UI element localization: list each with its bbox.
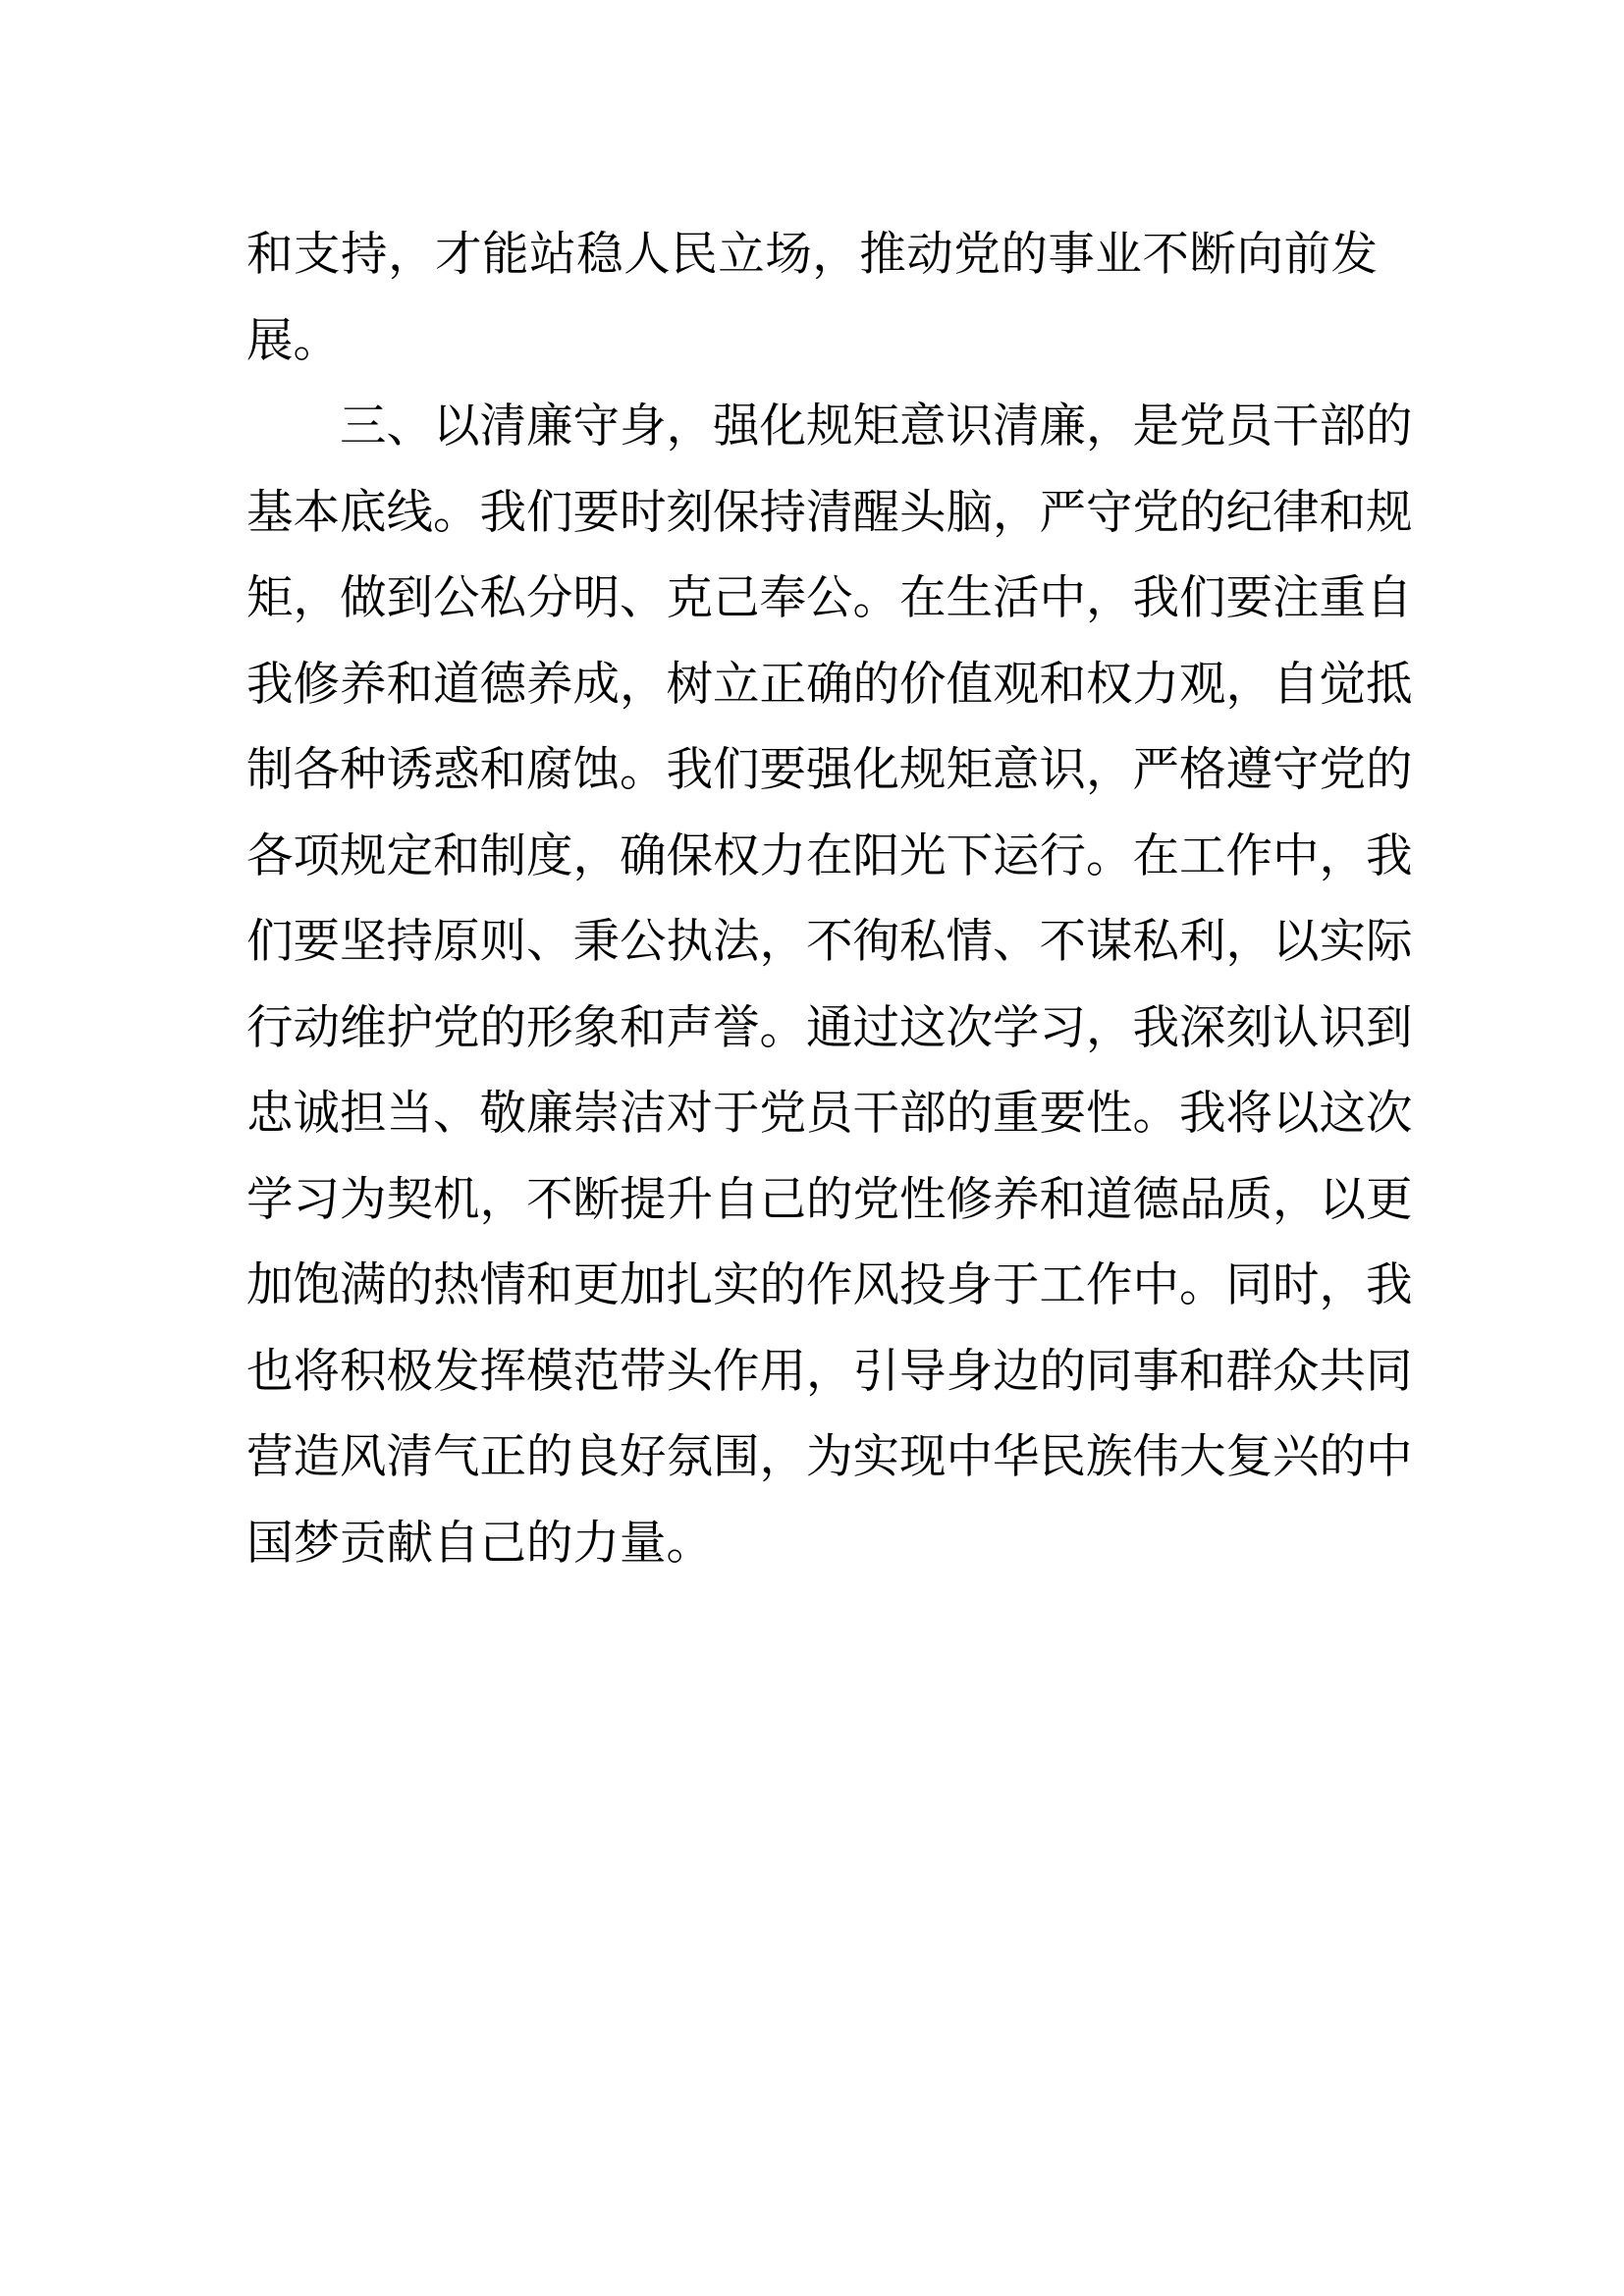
text-line: 制各种诱惑和腐蚀。我们要强化规矩意识，严格遵守党的 — [246, 743, 1413, 797]
text-line: 矩，做到公私分明、克己奉公。在生活中，我们要注重自 — [246, 571, 1413, 625]
text-line: 行动维护党的形象和声誉。通过这次学习，我深刻认识到 — [246, 1000, 1413, 1055]
text-line: 也将积极发挥模范带头作用，引导身边的同事和群众共同 — [246, 1344, 1413, 1399]
text-line: 学习为契机，不断提升自己的党性修养和道德品质，以更 — [246, 1172, 1413, 1227]
text-line: 加饱满的热情和更加扎实的作风投身于工作中。同时，我 — [246, 1258, 1413, 1312]
paragraph-continuation — [246, 212, 1378, 384]
document-body — [246, 212, 1413, 1586]
text-line: 各项规定和制度，确保权力在阳光下运行。在工作中，我 — [246, 828, 1413, 883]
text-line: 和支持，才能站稳人民立场，推动党的事业不断向前发 — [246, 228, 1378, 282]
text-line: 国梦贡献自己的力量。 — [246, 1516, 713, 1571]
text-line: 们要坚持原则、秉公执法，不徇私情、不谋私利，以实际 — [246, 915, 1413, 969]
section-heading-line: 三、以清廉守身，强化规矩意识清廉，是党员干部的 — [340, 400, 1413, 454]
text-line: 我修养和道德养成，树立正确的价值观和权力观，自觉抵 — [246, 657, 1413, 712]
text-line: 展。 — [246, 313, 340, 368]
text-line: 忠诚担当、敬廉崇洁对于党员干部的重要性。我将以这次 — [246, 1087, 1413, 1141]
paragraph-section-three — [246, 384, 1413, 1586]
text-line: 基本底线。我们要时刻保持清醒头脑，严守党的纪律和规 — [246, 485, 1413, 540]
text-line: 营造风清气正的良好氛围，为实现中华民族伟大复兴的中 — [246, 1430, 1413, 1484]
